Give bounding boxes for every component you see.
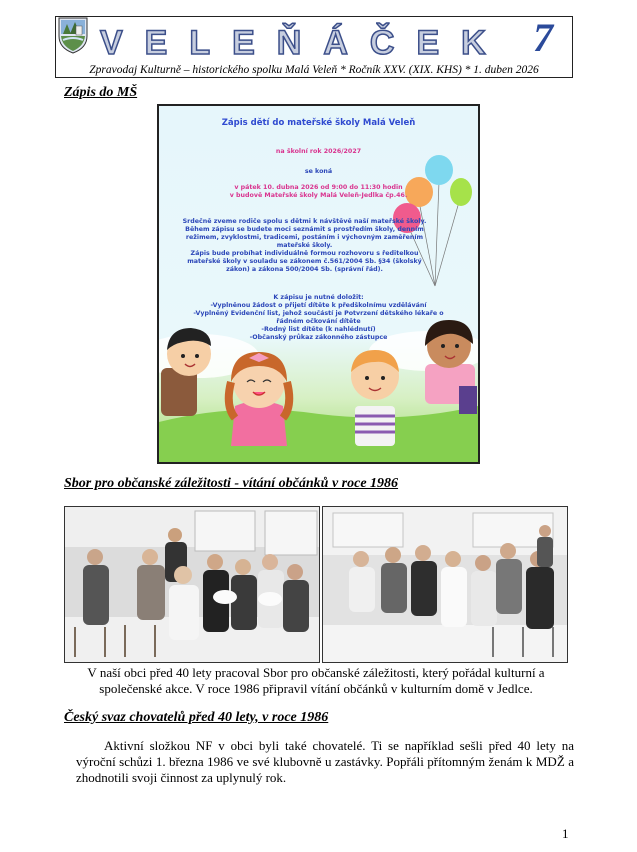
poster-year: na školní rok 2026/2027: [275, 148, 362, 155]
photo-welcoming-ceremony-left: [64, 506, 320, 663]
poster-invite-4: mateřské školy.: [276, 242, 333, 249]
poster-invite-3: režimem, zvyklostmi, tradicemi, postáním i výchovným zaměřením: [185, 234, 424, 241]
photo-caption-line-2: společenské akce. V roce 1986 připravil vítání občánků v kulturním domě v Jedlce.: [99, 681, 533, 696]
page-number: 1: [562, 826, 569, 841]
photo-caption: [64, 665, 568, 697]
village-crest-logo: [57, 14, 89, 54]
photo-caption-line-1: V naší obci před 40 lety pracoval Sbor pro občanské záležitosti, který pořádal kulturní a: [87, 665, 545, 680]
masthead-title: VELEŇÁČEK: [100, 24, 508, 62]
poster-date: v pátek 10. dubna 2026 od 9:00 do 11:30 hodin: [234, 184, 403, 191]
child-girl-illustration: [229, 352, 290, 446]
poster-invite-6: mateřské školy v souladu se zákonem č.561/2004 Sb. §34 (školský: [187, 258, 422, 265]
poster-requirement-5: -Občanský průkaz zákonného zástupce: [249, 334, 388, 341]
poster-requirement-3: řádném očkování dítěte: [276, 318, 361, 325]
poster-requirement-4: -Rodný list dítěte (k nahlédnutí): [261, 326, 376, 333]
section-heading-chovatele: Český svaz chovatelů před 40 lety, v roce 1986: [64, 710, 329, 725]
poster-requirement-2: -Vyplněný Evidenční list, jehož součástí je Potvrzení dětského lékaře o: [193, 310, 444, 317]
poster-illustration: [159, 106, 478, 462]
poster-held: se koná: [304, 168, 333, 175]
poster-place: v budově Mateřské školy Malá Veleň-Jedlka čp.46.: [229, 192, 408, 199]
poster-invite-7: zákon) a zákona 500/2004 Sb. (správní řád).: [226, 266, 383, 273]
section-heading-zapis: Zápis do MŠ: [64, 85, 138, 100]
poster-invite-1: Srdečně zveme rodiče spolu s dětmi k návštěvě naší mateřské školy.: [182, 218, 427, 225]
poster-requirements-title: K zápisu je nutné doložit:: [273, 294, 364, 301]
kindergarten-enrollment-poster: [157, 104, 480, 464]
issue-number: 7: [533, 15, 553, 60]
poster-invite-2: Během zápisu se budete moci seznámit s prostředím školy, denním: [185, 226, 424, 233]
poster-requirement-1: -Vyplněnou žádost o přijetí dítěte k předškolnímu vzdělávání: [210, 302, 427, 309]
section-heading-vitani: Sbor pro občanské záležitosti - vítání občánků v roce 1986: [64, 476, 399, 491]
poster-invite-5: Zápis bude probíhat individuálně formou rozhovoru s ředitelkou: [190, 250, 419, 257]
child-boy-illustration: [351, 350, 399, 446]
poster-title: Zápis dětí do mateřské školy Malá Veleň: [221, 118, 416, 128]
masthead-subtitle: Zpravodaj Kulturně – historického spolku Malá Veleň * Ročník XXV. (XIX. KHS) * 1. duben 2026: [89, 64, 539, 76]
photo-welcoming-ceremony-right: [322, 506, 568, 663]
breeders-paragraph: Aktivní složkou NF v obci byli také chovatelé. Ti se například sešli před 40 lety na výroční schůzi 1. března 1986 ve své klubovně u zastávky. Popřáli přítomným ženám k MDŽ a zhodnotili svoji činnost za uplynulý rok.: [76, 738, 574, 785]
